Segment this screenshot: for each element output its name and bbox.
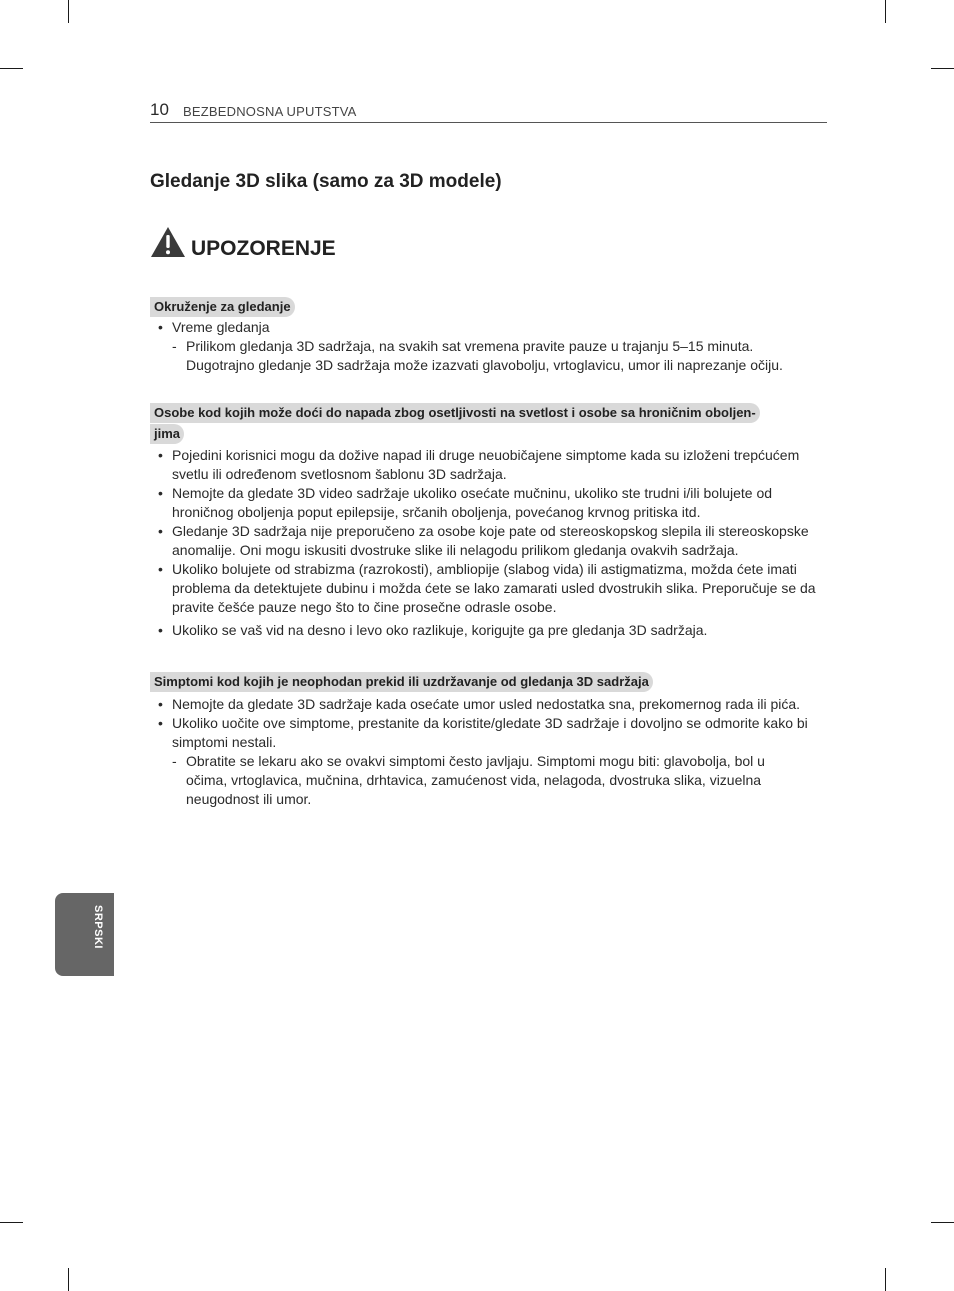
dash-glyph: - [172, 753, 177, 769]
sub-item [150, 752, 806, 809]
sub-item-text: Obratite se lekaru ako se ovakvi simptomi često javljaju. Simptomi mogu biti: glavobolja, bol u očima, vrtoglavica, mučnina, drhtavica, zamućenost vida, nelagoda, dvostruka slika, vizuelna neugodnost ili umor. [186, 753, 765, 807]
subsection-list [150, 318, 830, 375]
subsection-heading-continuation: jima [150, 424, 184, 444]
sub-item-text: Prilikom gledanja 3D sadržaja, na svakih sat vremena pravite pauze u trajanju 5–15 minuta. Dugotrajno gledanje 3D sadržaja može izazvati glavobolju, vrtoglavicu, umor ili naprezanje očiju. [186, 338, 783, 373]
crop-mark [0, 68, 23, 69]
list-item [150, 695, 830, 714]
subsection-heading: Osobe kod kojih može doći do napada zbog osetljivosti na svetlost i osobe sa hroničnim oboljen- [150, 403, 760, 423]
dash-glyph: - [172, 338, 177, 354]
crop-mark [0, 1222, 23, 1223]
subsection-heading: Okruženje za gledanje [150, 297, 295, 317]
subsection-list [150, 695, 830, 809]
list-item [150, 560, 830, 617]
list-item-text: Ukoliko bolujete od strabizma (razrokosti), ambliopije (slabog vida) ili astigmatizma, možda ćete imati problema da detektujete dubinu i možda ćete se lako zamarati usled dvostrukih slika. Preporučuje se da pravite češće pauze nego što to čine prosečne odrasle osobe. [172, 561, 816, 615]
page-header [150, 100, 827, 123]
warning-triangle-icon [150, 226, 186, 258]
list-item-text: Vreme gledanja [172, 319, 270, 335]
list-item-text: Pojedini korisnici mogu da dožive napad ili druge neuobičajene simptome kada su izloženi trepćućem svetlu ili određenom svetlosnom šablonu 3D sadržaja. [172, 447, 800, 482]
section-title: Gledanje 3D slika (samo za 3D modele) [150, 171, 502, 192]
crop-mark [931, 68, 954, 69]
bullet-glyph: • [158, 485, 163, 501]
bullet-glyph: • [158, 523, 163, 539]
bullet-glyph: • [158, 696, 163, 712]
subsection-list [150, 446, 830, 640]
header-title: BEZBEDNOSNA UPUTSTVA [183, 104, 357, 119]
bullet-glyph: • [158, 622, 163, 638]
language-tab-label: SRPSKI [92, 905, 104, 949]
list-item [150, 522, 830, 560]
list-item-text: Nemojte da gledate 3D video sadržaje ukoliko osećate mučninu, ukoliko ste trudni i/ili bolujete od hroničnog oboljenja poput epilepsije, srčanih oboljenja, povećanog krvnog pritiska itd. [172, 485, 773, 520]
crop-mark [68, 1268, 69, 1291]
list-item [150, 621, 830, 640]
bullet-glyph: • [158, 447, 163, 463]
list-item [150, 484, 830, 522]
crop-mark [885, 0, 886, 23]
bullet-glyph: • [158, 319, 163, 335]
subsection-heading: Simptomi kod kojih je neophodan prekid ili uzdržavanje od gledanja 3D sadržaja [150, 672, 653, 692]
list-item [150, 714, 830, 752]
list-item-text: Ukoliko se vaš vid na desno i levo oko razlikuje, korigujte ga pre gledanja 3D sadržaja. [172, 622, 708, 638]
sub-item [150, 337, 806, 375]
list-item [150, 446, 830, 484]
list-item [150, 318, 830, 337]
bullet-glyph: • [158, 715, 163, 731]
crop-mark [885, 1268, 886, 1291]
warning-label: UPOZORENJE [191, 237, 336, 260]
page-number: 10 [150, 100, 169, 119]
list-item-text: Gledanje 3D sadržaja nije preporučeno za osobe koje pate od stereoskopskog slepila ili stereoskopske anomalije. Oni mogu iskusiti dvostruke slike ili nelagodu prilikom gledanja ovakvih sadržaja. [172, 523, 809, 558]
bullet-glyph: • [158, 561, 163, 577]
crop-mark [931, 1222, 954, 1223]
list-item-text: Nemojte da gledate 3D sadržaje kada osećate umor usled nedostatka sna, prekomernog rada ili pića. [172, 696, 801, 712]
list-item-text: Ukoliko uočite ove simptome, prestanite da koristite/gledate 3D sadržaje i dovoljno se odmorite kako bi simptomi nestali. [172, 715, 808, 750]
crop-mark [68, 0, 69, 23]
language-tab [55, 893, 114, 976]
